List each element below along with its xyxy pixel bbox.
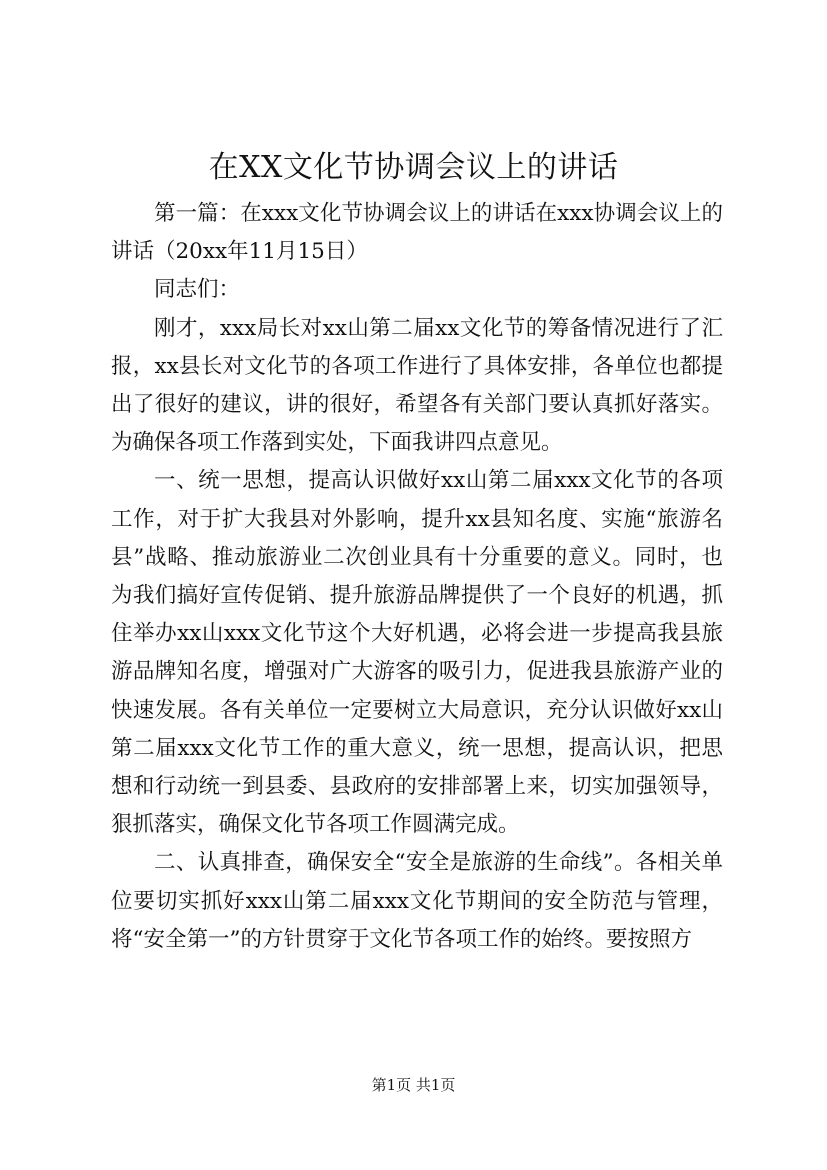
paragraph-salutation: 同志们： xyxy=(154,277,241,303)
paragraph-point-one: 一、统一思想，提高认识做好xx山第二届xxx文化节的各项工作，对于扩大我县对外影响，提升xx县知名度、实施“旅游名县”战略、推动旅游业二次创业具有十分重要的意义。同时，也为我们搞好宣传促销、提升旅游品牌提供了一个良好的机遇，抓住举办xx山xxx文化节这个大好机遇，必将会进一步提高我县旅游品牌知名度，增强对广大游客的吸引力，促进我县旅游产业的快速发展。各有关单位一定要树立大局意识，充分认识做好xx山第二届xxx文化节工作的重大意义，统一思想，提高认识，把思想和行动统一到县委、县政府的安排部署上来，切实加强领导，狠抓落实，确保文化节各项工作圆满完成。 xyxy=(111,468,723,838)
paragraph-intro: 刚才，xxx局长对xx山第二届xx文化节的筹备情况进行了汇报，xx县长对文化节的各项工作进行了具体安排，各单位也都提出了很好的建议，讲的很好，希望各有关部门要认真抓好落实。为确保各项工作落到实处，下面我讲四点意见。 xyxy=(111,315,723,456)
page-footer: 第1页 共1页 xyxy=(371,1076,456,1094)
paragraph-point-two: 二、认真排查，确保安全“安全是旅游的生命线”。各相关单位要切实抓好xxx山第二届xxx文化节期间的安全防范与管理，将“安全第一”的方针贯穿于文化节各项工作的始终。要按照方 xyxy=(111,850,723,952)
paragraph-heading: 第一篇：在xxx文化节协调会议上的讲话在xxx协调会议上的讲话（20xx年11月15日） xyxy=(111,201,723,265)
document-body xyxy=(111,195,723,959)
document-title: 在XX文化节协调会议上的讲话 xyxy=(208,150,619,185)
